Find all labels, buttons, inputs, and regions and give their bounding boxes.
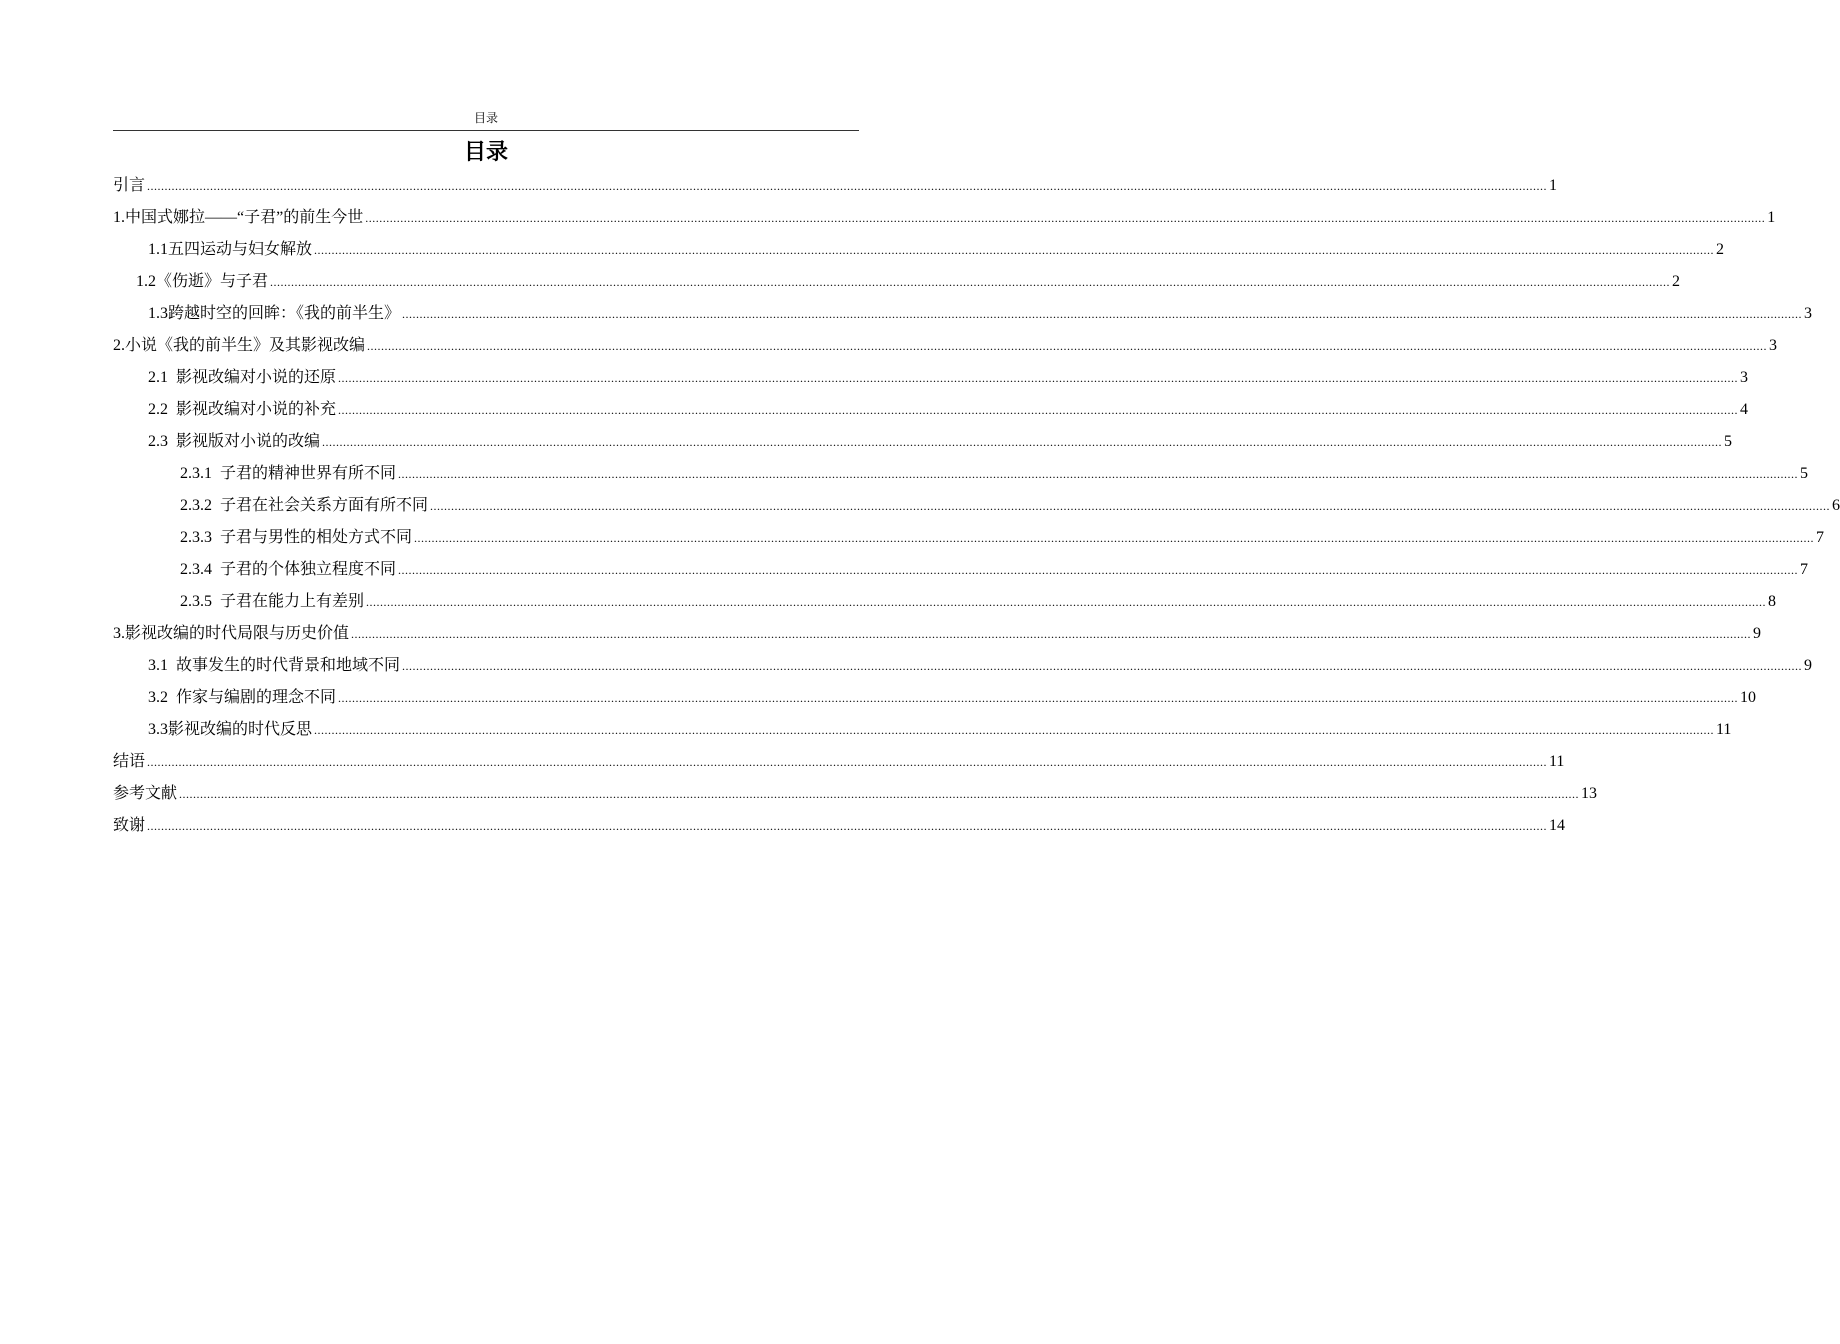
toc-entry-label: 1.2《伤逝》与子君	[136, 273, 269, 290]
toc-entry[interactable]	[113, 204, 1776, 236]
toc-entry-label: 3.3影视改编的时代反思	[148, 721, 313, 738]
toc-entry-label: 1.3跨越时空的回眸：《我的前半生》	[148, 305, 401, 322]
toc-entry[interactable]	[113, 812, 1566, 844]
toc-entry[interactable]	[113, 684, 1757, 716]
dot-leader: ................................................................................................................................................................................................................................................................................................................................................................................................................	[351, 627, 1752, 641]
toc-entry-page: 11	[1549, 753, 1565, 770]
dot-leader: ................................................................................................................................................................................................................................................................................................................................................................................................................	[398, 467, 1799, 481]
toc-entry-label: 1.中国式娜拉——“子君”的前生今世	[113, 209, 364, 226]
toc-title: 目录	[463, 140, 508, 165]
dot-leader: ................................................................................................................................................................................................................................................................................................................................................................................................................	[430, 499, 1831, 513]
dot-leader: ................................................................................................................................................................................................................................................................................................................................................................................................................	[366, 595, 1767, 609]
toc-entry[interactable]	[113, 364, 1749, 396]
toc-entry-label: 3.影视改编的时代局限与历史价值	[113, 625, 350, 642]
dot-leader: ................................................................................................................................................................................................................................................................................................................................................................................................................	[402, 307, 1803, 321]
toc-entry-page: 3	[1769, 337, 1778, 354]
toc-entry-label: 3.2 作家与编剧的理念不同	[148, 689, 337, 706]
dot-leader: ................................................................................................................................................................................................................................................................................................................................................................................................................	[398, 563, 1799, 577]
header-rule	[113, 130, 859, 131]
toc-entry-label: 2.3.3 子君与男性的相处方式不同	[180, 529, 413, 546]
toc-entry-page: 11	[1716, 721, 1732, 738]
toc-entry-page: 10	[1740, 689, 1757, 706]
dot-leader: ................................................................................................................................................................................................................................................................................................................................................................................................................	[365, 211, 1766, 225]
toc-entry[interactable]	[113, 748, 1565, 780]
dot-leader: ................................................................................................................................................................................................................................................................................................................................................................................................................	[367, 339, 1768, 353]
toc-entry-page: 6	[1832, 497, 1840, 514]
toc-entry-page: 14	[1549, 817, 1566, 834]
toc-entry-page: 1	[1767, 209, 1776, 226]
toc-entry-label: 2.小说《我的前半生》及其影视改编	[113, 337, 366, 354]
toc-entry[interactable]	[113, 396, 1749, 428]
dot-leader: ................................................................................................................................................................................................................................................................................................................................................................................................................	[147, 819, 1548, 833]
toc-entry-page: 2	[1716, 241, 1725, 258]
toc-entry-page: 8	[1768, 593, 1777, 610]
toc-entry-label: 2.3.5 子君在能力上有差别	[180, 593, 365, 610]
toc-entry[interactable]	[113, 172, 1558, 204]
toc-entry-page: 13	[1581, 785, 1598, 802]
toc-entry-label: 致谢	[113, 817, 146, 834]
toc-entry-label: 2.1 影视改编对小说的还原	[148, 369, 337, 386]
toc-entry-page: 3	[1740, 369, 1749, 386]
toc-entry-label: 参考文献	[113, 785, 178, 802]
toc-entry[interactable]	[113, 460, 1809, 492]
toc-entry-label: 引言	[113, 177, 146, 194]
toc-entry[interactable]	[113, 428, 1733, 460]
toc-entry[interactable]	[113, 652, 1813, 684]
toc-entry-label: 3.1 故事发生的时代背景和地域不同	[148, 657, 401, 674]
toc-entry[interactable]	[113, 236, 1725, 268]
toc-entry-label: 结语	[113, 753, 146, 770]
toc-entry-label: 2.3.4 子君的个体独立程度不同	[180, 561, 397, 578]
running-header: 目录	[473, 111, 498, 125]
toc-entry-page: 5	[1800, 465, 1809, 482]
toc-entry[interactable]	[113, 556, 1809, 588]
toc-entry[interactable]	[113, 524, 1825, 556]
toc-entry-page: 1	[1549, 177, 1558, 194]
toc-entry[interactable]	[113, 300, 1813, 332]
dot-leader: ................................................................................................................................................................................................................................................................................................................................................................................................................	[338, 691, 1739, 705]
toc-entry-page: 4	[1740, 401, 1749, 418]
toc-entry[interactable]	[113, 780, 1598, 812]
dot-leader: ................................................................................................................................................................................................................................................................................................................................................................................................................	[147, 179, 1548, 193]
dot-leader: ................................................................................................................................................................................................................................................................................................................................................................................................................	[338, 403, 1739, 417]
dot-leader: ................................................................................................................................................................................................................................................................................................................................................................................................................	[179, 787, 1580, 801]
dot-leader: ................................................................................................................................................................................................................................................................................................................................................................................................................	[314, 243, 1715, 257]
toc-entry-label: 1.1五四运动与妇女解放	[148, 241, 313, 258]
toc-entry-label: 2.2 影视改编对小说的补充	[148, 401, 337, 418]
toc-entry[interactable]	[113, 268, 1681, 300]
toc-entry-page: 2	[1672, 273, 1681, 290]
toc-entry[interactable]	[113, 588, 1777, 620]
dot-leader: ................................................................................................................................................................................................................................................................................................................................................................................................................	[402, 659, 1803, 673]
toc-entry-page: 5	[1724, 433, 1733, 450]
toc-entry-page: 3	[1804, 305, 1813, 322]
toc-entry-label: 2.3.2 子君在社会关系方面有所不同	[180, 497, 429, 514]
toc-entry[interactable]	[113, 332, 1778, 364]
toc-entry[interactable]	[113, 492, 1840, 524]
dot-leader: ................................................................................................................................................................................................................................................................................................................................................................................................................	[314, 723, 1715, 737]
toc-entry-page: 9	[1753, 625, 1762, 642]
toc-entry-page: 7	[1816, 529, 1825, 546]
dot-leader: ................................................................................................................................................................................................................................................................................................................................................................................................................	[270, 275, 1671, 289]
dot-leader: ................................................................................................................................................................................................................................................................................................................................................................................................................	[322, 435, 1723, 449]
dot-leader: ................................................................................................................................................................................................................................................................................................................................................................................................................	[414, 531, 1815, 545]
toc-entry-label: 2.3.1 子君的精神世界有所不同	[180, 465, 397, 482]
toc-entry[interactable]	[113, 620, 1762, 652]
toc-entry-label: 2.3 影视版对小说的改编	[148, 433, 321, 450]
toc-entry[interactable]	[113, 716, 1732, 748]
dot-leader: ................................................................................................................................................................................................................................................................................................................................................................................................................	[338, 371, 1739, 385]
toc-entry-page: 7	[1800, 561, 1809, 578]
table-of-contents	[113, 172, 1840, 844]
dot-leader: ................................................................................................................................................................................................................................................................................................................................................................................................................	[147, 755, 1548, 769]
toc-entry-page: 9	[1804, 657, 1813, 674]
